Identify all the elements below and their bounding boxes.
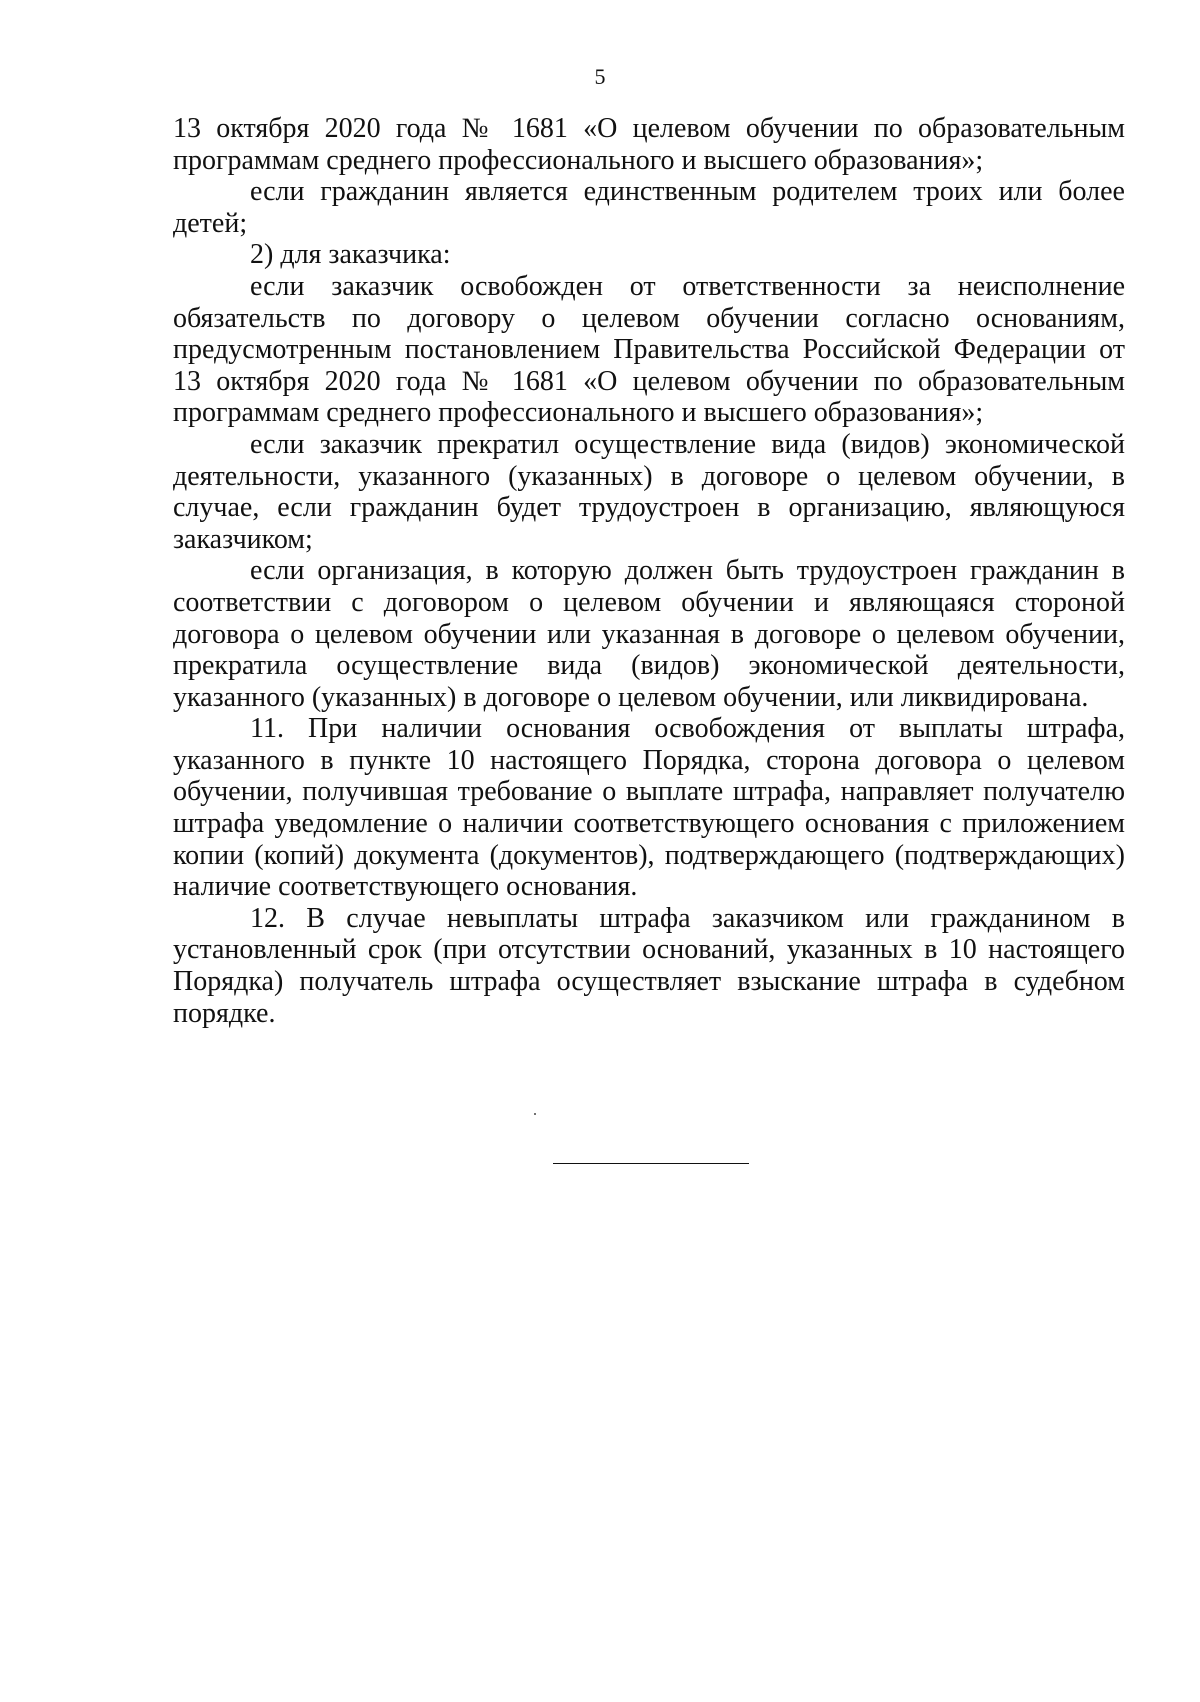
paragraph-organization-liquidated: если организация, в которую должен быть трудоустроен гражданин в соответствии с договором о целевом обучении и являющаяся стороной договора о целевом обучении или указанная в договоре о целевом обучении, прекратила осуществление вида (видов) экономической деятельности, указанного (указанных) в договоре о целевом обучении, или ликвидирована.: [173, 555, 1125, 713]
paragraph-customer-released: если заказчик освобожден от ответственности за неисполнение обязательств по договору о целевом обучении согласно основаниям, предусмотренным постановлением Правительства Российской Федерации от 13 октября 2020 года № 1681 «О целевом обучении по образовательным программам среднего профессионального и высшего образования»;: [173, 270, 1125, 429]
paragraph-continuation: 13 октября 2020 года № 1681 «О целевом обучении по образовательным программам среднего профессионального и высшего образования»;: [173, 113, 1125, 176]
paragraph-single-parent: если гражданин является единственным родителем троих или более детей;: [173, 176, 1125, 239]
paragraph-for-customer: 2) для заказчика:: [250, 239, 451, 271]
end-of-document-line: [553, 1163, 749, 1164]
page-number: 5: [594, 64, 606, 89]
document-body: [173, 113, 1125, 1029]
scan-speck: [534, 1113, 536, 1115]
paragraph-item-12: 12. В случае невыплаты штрафа заказчиком или гражданином в установленный срок (при отсутствии оснований, указанных в 10 настоящего Порядка) получатель штрафа осуществляет взыскание штрафа в судебном порядке.: [173, 902, 1125, 1029]
paragraph-customer-stopped-activity: если заказчик прекратил осуществление вида (видов) экономической деятельности, указанного (указанных) в договоре о целевом обучении, в случае, если гражданин будет трудоустроен в организацию, являющуюся заказчиком;: [173, 428, 1125, 555]
paragraph-item-11: 11. При наличии основания освобождения от выплаты штрафа, указанного в пункте 10 настоящего Порядка, сторона договора о целевом обучении, получившая требование о выплате штрафа, направляет получателю штрафа уведомление о наличии соответствующего основания с приложением копии (копий) документа (документов), подтверждающего (подтверждающих) наличие соответствующего основания.: [173, 713, 1125, 903]
